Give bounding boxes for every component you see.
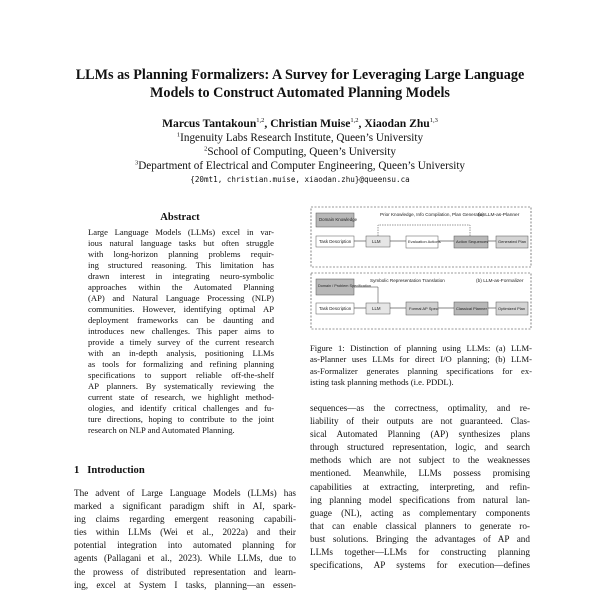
intro-line: The advent of Large Language Models (LLMs) has	[74, 488, 296, 498]
author-name: Christian Muise	[270, 117, 351, 130]
affiliation-sup: 2	[204, 145, 208, 153]
abstract-line: ing structured reasoning. This limitation has	[88, 260, 274, 270]
abstract-line: with an in-depth analysis, positioning LLMs	[88, 348, 274, 358]
formal-spec-label: Formal AP Spec.	[409, 306, 439, 311]
body-line: methods which are not subject to the weaknesses	[310, 455, 530, 466]
author-list: Marcus Tantakoun$^{1,2}$, Christian Muise$^{1,2}$, Xiaodan Zhu$^{1,3}$	[162, 117, 438, 130]
caption-line: as-Planner uses LLMs for direct I/O planning; (b) LLM-	[310, 354, 532, 365]
caption-line: as-Formalizer generates planning specifications for ex-	[310, 365, 532, 376]
caption-line: Figure 1: Distinction of planning using LLMs: (a) LLM-	[310, 343, 532, 353]
abstract-line: ious natural language tasks but often struggle	[88, 238, 274, 248]
intro-line: marked a significant paradigm shift in AI, spark-	[74, 501, 296, 512]
generated-plan-label: Generated Plan	[498, 239, 527, 244]
affiliation-sup: 3	[134, 159, 139, 167]
abstract-line: (AP) and Natural Language Processing (NLP)	[88, 293, 274, 303]
body-line: sical Automated Planning (AP) synthesizes plans	[310, 429, 530, 440]
affiliation-text: Department of Electrical and Computer Engineering, Queen’s University	[138, 160, 466, 172]
body-line: ing planning model specifications from natural lan-	[310, 494, 530, 505]
body-line: guage (NL), acting as complementary components	[310, 507, 530, 518]
affiliation-text: School of Computing, Queen’s University	[207, 146, 396, 158]
abstract-heading: Abstract	[160, 212, 200, 223]
feedback-arrow	[378, 225, 470, 236]
body-line: sequences—as the correctness, optimality, and re-	[310, 403, 530, 413]
panel-a-header: Prior Knowledge, Info Compilation, Plan Generation	[380, 212, 486, 217]
body-line: LLMs together—LLMs for constructing planning	[310, 547, 530, 558]
intro-line: ing claims regarding emergent reasoning capabili-	[74, 514, 296, 525]
abstract-line: as tools for formalizing and refining planning	[88, 359, 274, 369]
classical-planner-label: Classical Planner	[456, 306, 487, 311]
affiliation-1	[40, 131, 560, 145]
evaluation-actions-label: Evaluation Actions	[408, 239, 441, 244]
body-line: capabilities at extracting, interpreting, and refin-	[310, 481, 530, 492]
body-line: mentioned. Meanwhile, LLMs possess promising	[310, 468, 530, 479]
author-sup: 1,3	[429, 117, 438, 125]
abstract-line: Large Language Models (LLMs) excel in var-	[88, 227, 274, 237]
abstract-line: communities. However, identifying optimal AP	[88, 304, 274, 314]
llm-label-b: LLM	[372, 306, 381, 311]
action-sequences-label: Action Sequences	[456, 239, 489, 244]
abstract-body	[88, 227, 274, 436]
caption-line: isting task planning methods (i.e. PDDL).	[310, 377, 454, 388]
body-line: bust solutions. Bringing the advantages of AP and	[310, 533, 530, 544]
abstract-line: deployment frameworks can be daunting and	[88, 315, 274, 325]
abstract-line: current state of research, we highlight method-	[88, 392, 274, 402]
affiliation-text: Ingenuity Labs Research Institute, Queen’s University	[180, 132, 424, 144]
introduction-body	[74, 487, 296, 592]
intro-line: ties within LLMs (Wei et al., 2022a) and their	[74, 527, 296, 538]
abstract-line: with long-horizon planning problems requir-	[88, 249, 274, 259]
title-line-2: Models to Construct Automated Planning Models	[150, 85, 450, 101]
llm-label-a: LLM	[372, 239, 381, 244]
intro-line: ing, excel at System I tasks, planning—an essen-	[74, 579, 296, 590]
abstract-line: ologies, and identify critical challenges and fu-	[88, 403, 274, 413]
body-line: liability of their outputs are not guaranteed. Clas-	[310, 416, 530, 427]
right-column-body	[310, 402, 530, 572]
author-sup: 1,2	[256, 117, 265, 125]
author-name: Marcus Tantakoun	[162, 117, 257, 130]
abstract-line: introduces new challenges. This paper aims to	[88, 326, 274, 336]
affiliation-3	[40, 159, 560, 173]
task-description-label-a: Task Description	[319, 239, 352, 244]
intro-line: agents (Pallagani et al., 2023). While LLMs, due to	[74, 553, 296, 564]
abstract-line: research on NLP and Automated Planning.	[88, 425, 235, 435]
figure-1-caption	[310, 343, 532, 389]
section-heading-introduction	[74, 465, 145, 476]
author-emails: {20mt1, christian.muise, xiaodan.zhu}@queensu.ca	[190, 175, 410, 184]
affiliation-2	[40, 145, 560, 159]
task-description-label-b: Task Description	[319, 306, 352, 311]
body-line: specifications, AP systems for execution—defines	[310, 560, 530, 571]
abstract-line: ture directions, hoping to contribute to the joint	[88, 414, 274, 424]
panel-a-label: (a) LLM-as-Planner	[478, 213, 520, 218]
abstract-line: specifications to support reliable off-the-shelf	[88, 370, 274, 380]
body-line: through structured representation, logic, and search	[310, 442, 530, 453]
title-line-1: LLMs as Planning Formalizers: A Survey for Leveraging Large Language	[75, 67, 525, 83]
abstract-line: provide a timely survey of the current research	[88, 337, 274, 347]
domain-problem-label: Domain / Problem Specification	[318, 284, 371, 288]
intro-line: potential integration into automated planning for	[74, 540, 296, 551]
panel-b-header: Symbolic Representation Translation	[370, 278, 445, 283]
paper-title	[40, 66, 560, 102]
knowledge-arrow	[354, 287, 378, 303]
section-title: Introduction	[87, 465, 145, 476]
intro-line: the prowess of distributed representation and learn-	[74, 566, 296, 577]
optimized-plan-label: Optimized Plan	[498, 306, 526, 311]
abstract-line: approaches within the Automated Planning	[88, 282, 274, 292]
affiliation-sup: 1	[176, 131, 181, 139]
abstract-line: AP planners. By systematically reviewing the	[88, 381, 274, 391]
section-number: 1	[74, 465, 80, 476]
abstract-line: drawn interest in integrating neuro-symbolic	[88, 271, 274, 281]
figure-1-diagram	[310, 205, 532, 339]
panel-b-label: (b) LLM-as-Formalizer	[476, 279, 524, 284]
body-line: that can enable classical planners to generate ro-	[310, 520, 530, 531]
author-name: Xiaodan Zhu	[364, 117, 430, 130]
domain-knowledge-label: Domain Knowledge	[319, 217, 358, 222]
author-sup: 1,2	[350, 117, 359, 125]
